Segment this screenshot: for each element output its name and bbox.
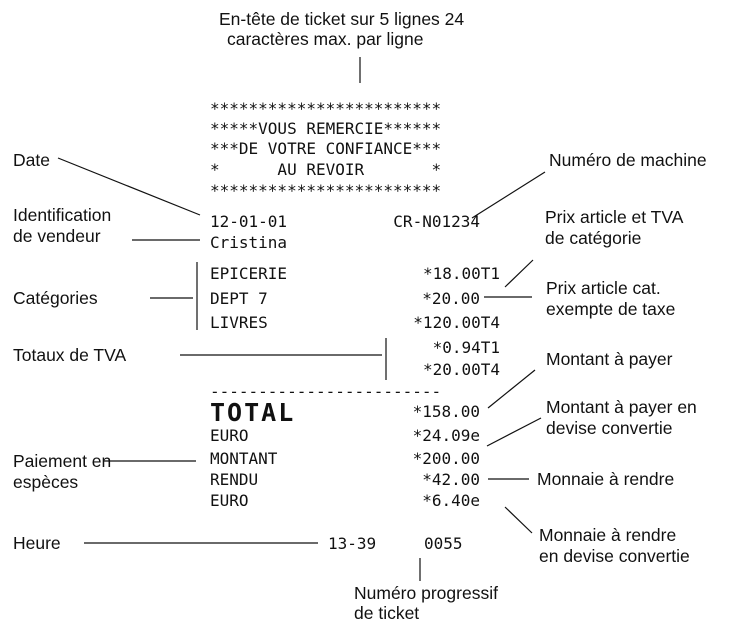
receipt-change-amount: *42.00 xyxy=(422,470,480,489)
change-converted-annotation-line2: en devise convertie xyxy=(539,546,690,566)
header-annotation-line1: En-tête de ticket sur 5 lignes 24 xyxy=(219,9,465,29)
receipt-date: 12-01-01 xyxy=(210,212,288,231)
leader-machine xyxy=(472,172,545,218)
seller-annotation-line1: Identification xyxy=(13,205,112,225)
leader-amount-converted xyxy=(487,418,541,446)
receipt-vat-total: *0.94T1 xyxy=(432,338,500,357)
leader-price-vat xyxy=(505,260,533,287)
receipt-item-name: EPICERIE xyxy=(210,264,288,283)
leader-change-converted xyxy=(505,507,532,533)
receipt-separator: ------------------------ xyxy=(210,382,442,401)
receipt-item-name: LIVRES xyxy=(210,313,268,332)
change-converted-annotation-line1: Monnaie à rendre xyxy=(539,525,677,545)
receipt-seller: Cristina xyxy=(210,233,288,252)
receipt-euro-label: EURO xyxy=(210,426,249,445)
cash-annotation-line1: Paiement en xyxy=(13,451,112,471)
ticket-number-annotation-line2: de ticket xyxy=(354,603,420,623)
receipt-header-line: * AU REVOIR * xyxy=(210,160,442,179)
receipt-euro-amount: *24.09e xyxy=(412,426,480,445)
receipt-tendered-amount: *200.00 xyxy=(412,449,480,468)
receipt-item-amount: *120.00T4 xyxy=(413,313,500,332)
receipt-machine-number: CR-N01234 xyxy=(393,212,480,231)
receipt-header-line: ***DE VOTRE CONFIANCE*** xyxy=(210,139,442,158)
change-annotation: Monnaie à rendre xyxy=(537,469,675,489)
time-annotation: Heure xyxy=(13,533,61,553)
receipt-ticket-number: 0055 xyxy=(424,534,463,553)
amount-converted-annotation-line1: Montant à payer en xyxy=(546,397,697,417)
receipt-tendered-label: MONTANT xyxy=(210,449,278,468)
receipt-total-label: TOTAL xyxy=(210,398,296,427)
price-vat-annotation-line2: de catégorie xyxy=(545,228,642,248)
amount-due-annotation: Montant à payer xyxy=(546,349,673,369)
receipt-change-euro-amount: *6.40e xyxy=(422,491,480,510)
price-exempt-annotation-line1: Prix article cat. xyxy=(546,278,661,298)
receipt-change-label: RENDU xyxy=(210,470,259,489)
receipt-time: 13-39 xyxy=(328,534,377,553)
receipt-header-line: ************************ xyxy=(210,99,442,118)
receipt-header-line: ************************ xyxy=(210,181,442,200)
categories-annotation: Catégories xyxy=(13,288,98,308)
amount-converted-annotation-line2: devise convertie xyxy=(546,418,673,438)
receipt-change-euro-label: EURO xyxy=(210,491,249,510)
receipt-total-amount: *158.00 xyxy=(412,402,480,421)
cash-annotation-line2: espèces xyxy=(13,472,79,492)
header-annotation-line2: caractères max. par ligne xyxy=(227,29,424,49)
ticket-number-annotation-line1: Numéro progressif xyxy=(354,583,498,603)
date-annotation: Date xyxy=(13,150,50,170)
price-vat-annotation-line1: Prix article et TVA xyxy=(545,207,684,227)
receipt-item-name: DEPT 7 xyxy=(210,289,268,308)
receipt-item-amount: *20.00 xyxy=(422,289,480,308)
receipt-item-amount: *18.00T1 xyxy=(422,264,500,283)
price-exempt-annotation-line2: exempte de taxe xyxy=(546,299,676,319)
vat-totals-annotation: Totaux de TVA xyxy=(13,345,127,365)
seller-annotation-line2: de vendeur xyxy=(13,226,101,246)
receipt-header-line: *****VOUS REMERCIE****** xyxy=(210,119,442,138)
machine-number-annotation: Numéro de machine xyxy=(549,150,707,170)
receipt-vat-total: *20.00T4 xyxy=(422,360,500,379)
